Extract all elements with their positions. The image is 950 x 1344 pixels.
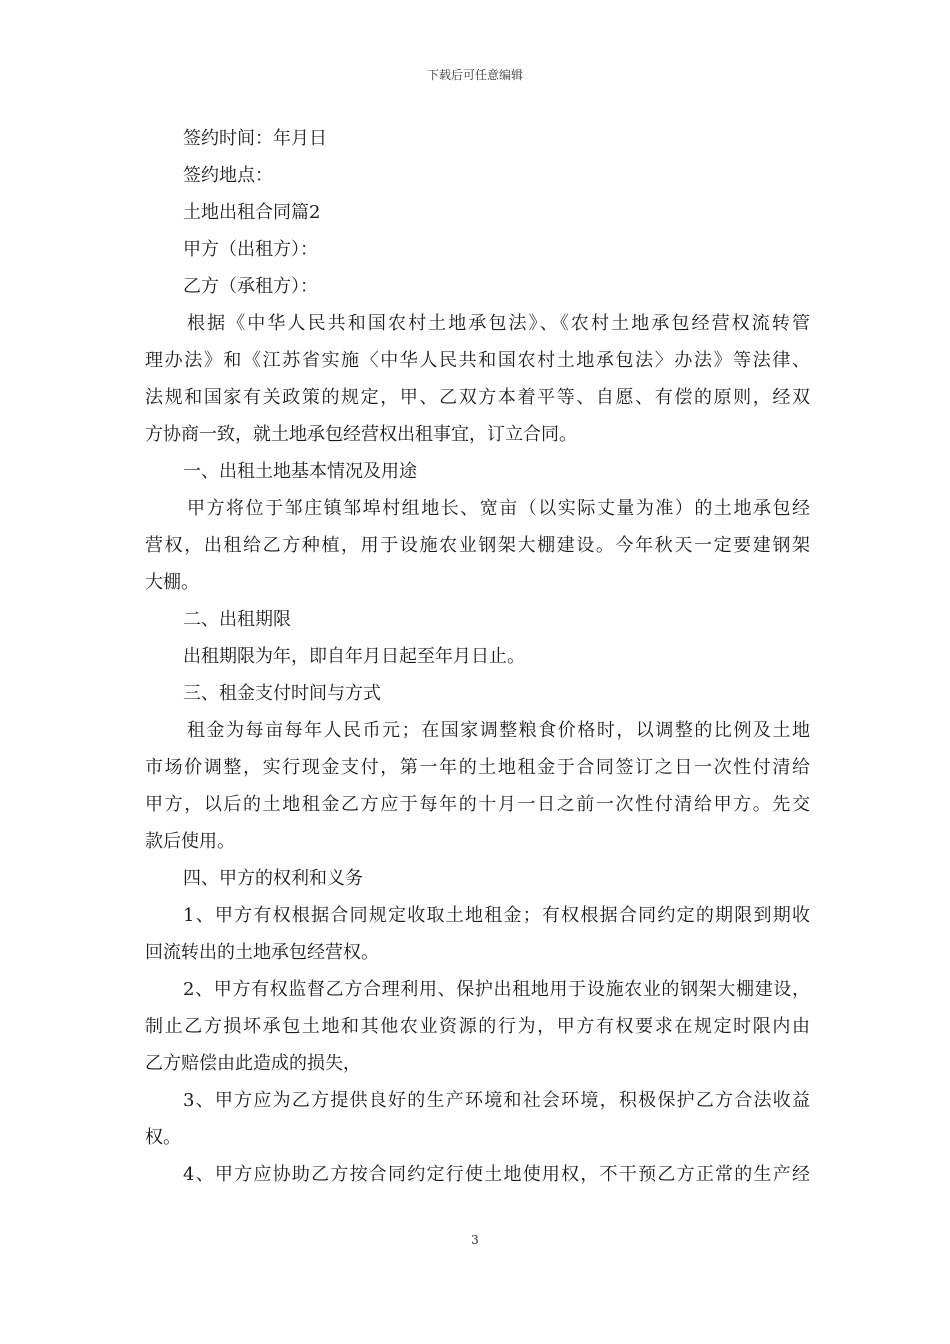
paragraph-line: 制止乙方损坏承包土地和其他农业资源的行为，甲方有权要求在规定时限内由	[145, 1016, 810, 1037]
paragraph-line: 3、甲方应为乙方提供良好的生产环境和社会环境，积极保护乙方合法收益	[183, 1090, 810, 1111]
signing-place: 签约地点：	[183, 165, 273, 186]
paragraph-line: 理办法》和《江苏省实施〈中华人民共和国农村土地承包法〉办法》等法律、	[145, 350, 810, 371]
section-heading: 三、租金支付时间与方式	[183, 683, 381, 704]
document-body	[145, 120, 810, 1193]
paragraph-line: 4、甲方应协助乙方按合同约定行使土地使用权，不干预乙方正常的生产经	[183, 1164, 810, 1185]
paragraph-line: 2、甲方有权监督乙方合理利用、保护出租地用于设施农业的钢架大棚建设，	[183, 979, 810, 1000]
paragraph-line: 甲方，以后的土地租金乙方应于每年的十月一日之前一次性付清给甲方。先交	[145, 794, 810, 815]
section-heading: 二、出租期限	[183, 609, 291, 630]
section-heading: 一、出租土地基本情况及用途	[183, 461, 417, 482]
paragraph-line: 市场价调整，实行现金支付，第一年的土地租金于合同签订之日一次性付清给	[145, 757, 810, 778]
paragraph-line: 根据《中华人民共和国农村土地承包法》、《农村土地承包经营权流转管	[187, 313, 810, 334]
paragraph-line: 法规和国家有关政策的规定，甲、乙双方本着平等、自愿、有偿的原则，经双	[145, 387, 810, 408]
party-b: 乙方（承租方）：	[183, 276, 318, 297]
page-header: 下载后可任意编辑	[426, 68, 523, 82]
contract-title: 土地出租合同篇2	[183, 202, 321, 223]
paragraph-line: 1、甲方有权根据合同规定收取土地租金；有权根据合同约定的期限到期收	[183, 905, 810, 926]
page-number: 3	[471, 1233, 479, 1247]
paragraph-line: 回流转出的土地承包经营权。	[145, 942, 379, 963]
paragraph-line: 方协商一致，就土地承包经营权出租事宜，订立合同。	[145, 424, 577, 445]
paragraph-line: 出租期限为年，即自年月日起至年月日止。	[183, 646, 525, 667]
section-heading: 四、甲方的权利和义务	[183, 868, 363, 889]
paragraph-line: 乙方赔偿由此造成的损失，	[145, 1053, 361, 1074]
signing-time: 签约时间：年月日	[183, 128, 327, 149]
paragraph-line: 甲方将位于邹庄镇邹埠村组地长、宽亩（以实际丈量为准）的土地承包经	[187, 498, 810, 519]
paragraph-line: 权。	[145, 1127, 181, 1148]
paragraph-line: 大棚。	[145, 572, 199, 593]
paragraph-line: 租金为每亩每年人民币元；在国家调整粮食价格时，以调整的比例及土地	[187, 720, 810, 741]
party-a: 甲方（出租方）：	[183, 239, 318, 260]
paragraph-line: 营权，出租给乙方种植，用于设施农业钢架大棚建设。今年秋天一定要建钢架	[145, 535, 810, 556]
paragraph-line: 款后使用。	[145, 831, 235, 852]
